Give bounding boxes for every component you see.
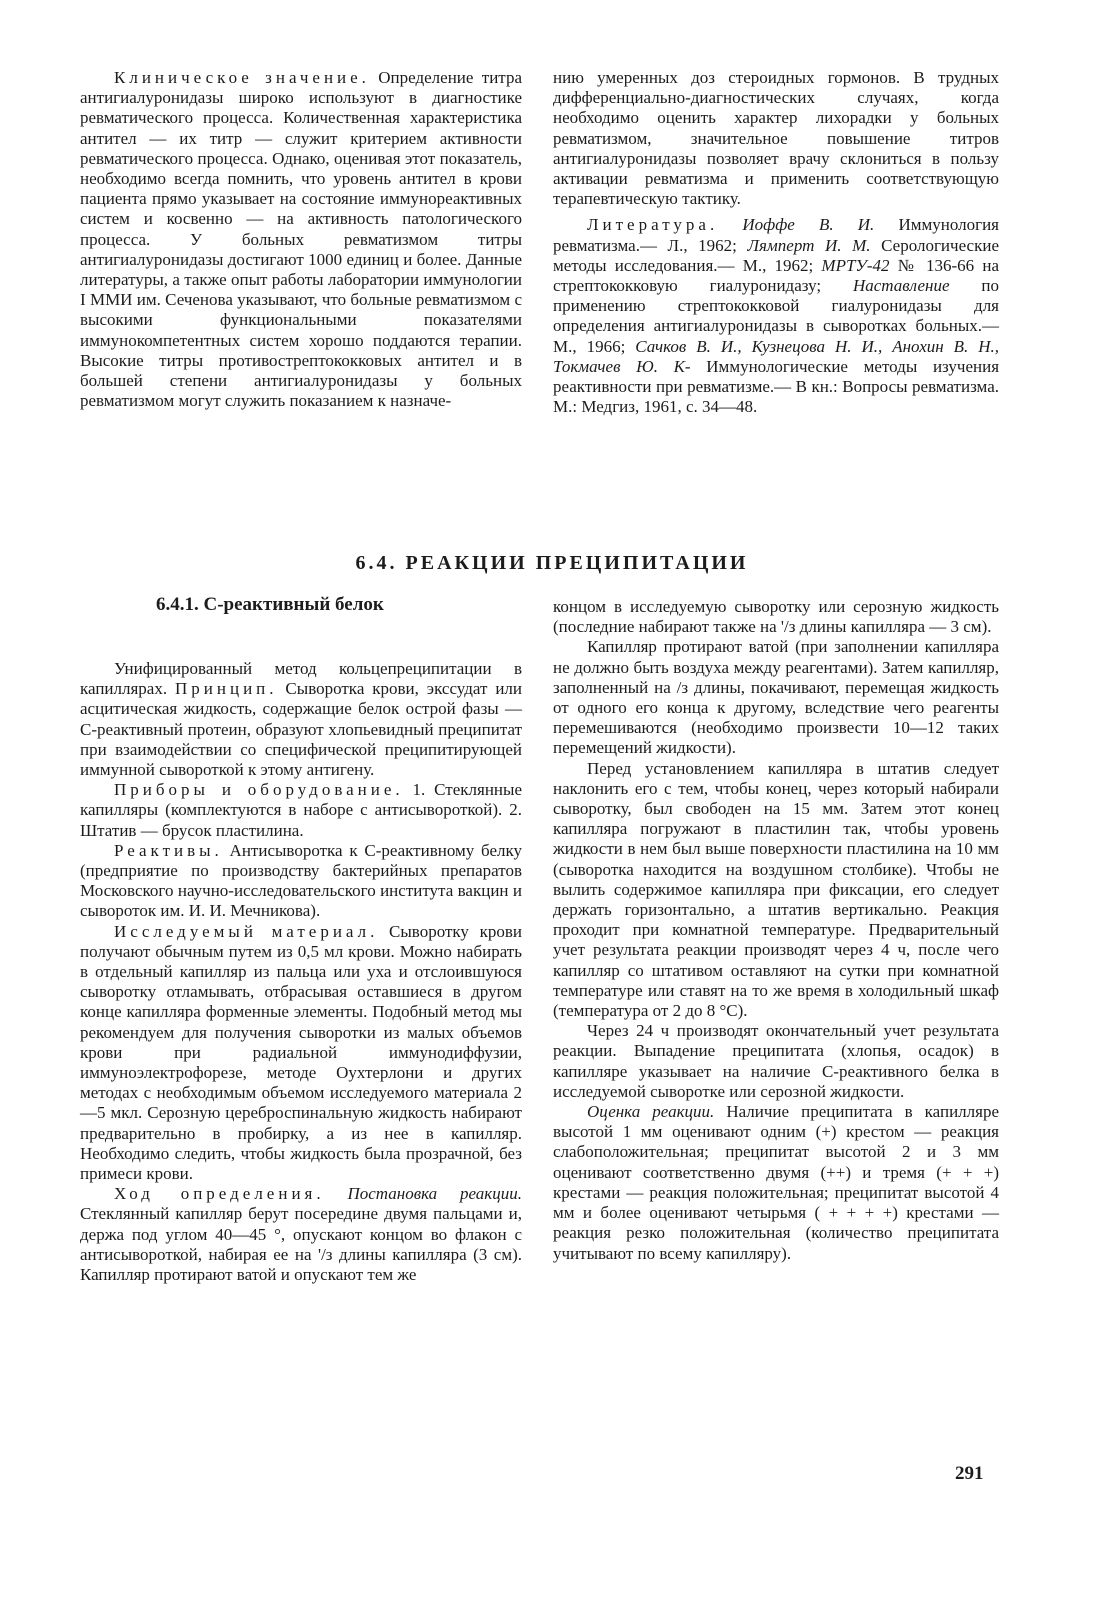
run-in-heading: Реактивы. (114, 840, 223, 860)
paragraph-text: Определение титра антигиалуронидазы широко используют в диагностике ревматического процесса. Количественная характеристика антител — их титр — служит критерием активности ревматического процесса. Однако, оценивая этот показатель, необходимо всегда помнить, что уровень антител в крови пациента прямо указывает на состояние иммунореактивных систем и косвенно — на активность патологического процесса. У больных ревматизмом титры антигиалуронидазы достигают 1000 единиц и более. Данные литературы, а также опыт работы лаборатории иммунологии I ММИ им. Сеченова указывают, что больные ревматизмом с высокими функциональными показателями иммунокомпетентных систем хорошо поддаются терапии. Высокие титры противострептококковых антител и в большей степени антигиалуронидазы у больных ревматизмом могут служить показанием к назначе- (80, 68, 522, 411)
paragraph-text: Наличие преципитата в капилляре высотой 1 мм оценивают одним (+) крестом — реакция слабоположительная; преципитат высотой 2 и 3 мм оценивают соответственно двумя (++) и тремя (+ + +) крестами — реакция положительная; преципитат высотой 4 мм и более оценивают четырьмя ( + + + +) крестами — реакция резко положительная (количество преципитата учитывают по всему капилляру). (553, 1102, 999, 1263)
reference-text: Серологические методы исследования.— М., 1962; (553, 235, 999, 275)
reference-text: по применению стрептококковой гиалуронидазы для определения антигиалуронидазы в сыворотках больных.— М., 1966; (553, 276, 999, 356)
paragraph-continuation (553, 597, 999, 637)
paragraph-reagents (80, 841, 522, 922)
reference-author: Иоффе В. И. (742, 215, 875, 235)
run-in-heading: Принцип. (175, 679, 278, 699)
paragraph-text: Перед установлением капилляра в штатив следует наклонить его с тем, чтобы конец, через который набирали сыворотку, был свободен на 15 мм. Затем этот конец капилляра погружают в пластилин так, чтобы уровень жидкости в нем был выше поверхности пластилина на 10 мм (сыворотка находится на воздушном столбике). Чтобы не вылить содержимое капилляра при фиксации, его следует держать горизонтально, а штатив вертикально. Реакция проходит при комнатной температуре. Предварительный учет результата реакции производят через 4 ч, после чего капилляр со штативом оставляют на сутки при комнатной температуре или ставят на то же время в холодильный шкаф (температура от 2 до 8 °С). (553, 758, 999, 1021)
paragraph-text: Стеклянный капилляр берут посередине двумя пальцами и, держа под углом 40—45 °, опускают концом во флакон с антисывороткой, набирая ее на '/з длины капилляра (3 см). Капилляр протирают ватой и опускают тем же (80, 1204, 522, 1285)
paragraph-text: Унифицированный метод кольцепреципитации в капиллярах. (80, 659, 522, 699)
paragraph-text: Капилляр протирают ватой (при заполнении капилляра не должно быть воздуха между реагентами). Затем капилляр, заполненный на /з длины, покачивают, перемещая жидкость от одного его конца к другому, вследствие чего реагенты перемешиваются (необходимо произвести 10—12 таких перемещений жидкости). (553, 637, 999, 758)
paragraph-text: концом в исследуемую сыворотку или серозную жидкость (последние набирают также на '/з длины капилляра — 3 см). (553, 597, 999, 637)
run-in-heading: Исследуемый материал. (114, 921, 379, 941)
reference-text: Иммунология ревматизма.— Л., 1962; (553, 215, 1000, 255)
text-column-top-right (553, 68, 999, 417)
section-title: 6.4. РЕАКЦИИ ПРЕЦИПИТАЦИИ (355, 552, 749, 574)
reference-text: № 136-66 на стрептококковую гиалуронидазу; (553, 255, 1000, 296)
reference-text: Иммунологические методы изучения реактивности при ревматизме.— В кн.: Вопросы ревматизма. М.: Медгиз, 1961, с. 34—48. (553, 356, 1000, 417)
paragraph-text: 1. Стеклянные капилляры (комплектуются в наборе с антисывороткой). 2. Штатив — брусок пластилина. (80, 780, 522, 840)
reference-author: МРТУ-42 (821, 255, 890, 275)
paragraph-wiping (553, 637, 999, 758)
paragraph-final-reading (553, 1021, 999, 1102)
page-number: 291 (955, 1463, 984, 1484)
text-column-bottom-right (553, 597, 999, 1264)
paragraph-equipment (80, 780, 522, 841)
paragraph-literature (553, 215, 999, 417)
paragraph-clinical-significance (80, 68, 522, 411)
run-in-heading: Клиническое значение. (114, 68, 370, 87)
paragraph-evaluation (553, 1102, 999, 1264)
subsection-title: 6.4.1. С-реактивный белок (156, 594, 384, 615)
run-in-heading: Ход определения. (114, 1184, 325, 1204)
paragraph-text: нию умеренных доз стероидных гормонов. В трудных дифференциально-диагностических случаях, когда необходимо оценить характер лихорадки у больных ревматизмом, значительное повышение титров антигиалуронидазы позволяет врачу склониться в пользу активации ревматизма и применить соответствующую терапевтическую тактику. (553, 68, 999, 209)
italic-subheading: Постановка реакции. (324, 1184, 522, 1204)
text-column-bottom-left (80, 659, 522, 1285)
paragraph-principle (80, 659, 522, 780)
paragraph-text: Антисыворотка к С-реактивному белку (предприятие по производству бактерийных препаратов Московского научно-исследовательского института вакцин и сывороток им. И. И. Мечникова). (80, 840, 522, 921)
run-in-heading: Литература. (587, 215, 719, 235)
reference-author: Лямперт И. М. (747, 235, 871, 255)
reference-author: Наставление (852, 276, 950, 296)
paragraph-text: Сыворотка крови, экссудат или асцитическая жидкость, содержащие белок острой фазы — С-реактивный протеин, образуют хлопьевидный преципитат при взаимодействии со специфической преципитирующей иммунной сывороткой к этому антигену. (80, 679, 522, 780)
paragraph-mounting (553, 759, 999, 1022)
paragraph-procedure (80, 1184, 522, 1285)
paragraph-text: Через 24 ч производят окончательный учет результата реакции. Выпадение преципитата (хлопья, осадок) в капилляре указывает на наличие С-реактивного белка в исследуемой сыворотке или серозной жидкости. (553, 1021, 999, 1101)
run-in-heading: Приборы и оборудование. (114, 780, 404, 800)
paragraph-continuation (553, 68, 999, 209)
reference-author: Сачков В. И., Кузнецова Н. И., Анохин В. Н., Токмачев Ю. К- (553, 336, 999, 376)
paragraph-material (80, 922, 522, 1185)
paragraph-text: Сыворотку крови получают обычным путем из 0,5 мл крови. Можно набирать в отдельный капилляр из пальца или уха и отслоившуюся сыворотку отламывать, отбрасывая оставшиеся в другом конце капилляра форменные элементы. Подобный метод мы рекомендуем для получения сыворотки из малых объемов крови при радиальной иммунодиффузии, иммуноэлектрофорезе, методе Оухтерлони и других методах с необходимым объемом исследуемого материала 2—5 мкл. Серозную цереброспинальную жидкость набирают предварительно в пробирку, а из нее в капилляр. Необходимо следить, чтобы жидкость была прозрачной, без примеси крови. (80, 921, 523, 1184)
text-column-top-left (80, 68, 522, 411)
italic-subheading: Оценка реакции. (587, 1102, 715, 1122)
